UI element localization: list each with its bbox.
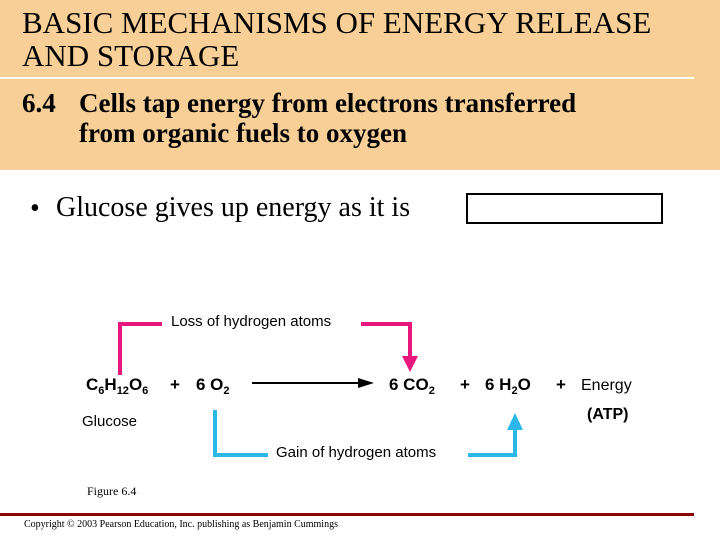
plus-sign: + — [170, 375, 180, 394]
figure-caption: Figure 6.4 — [87, 484, 137, 498]
bullet-text: Glucose gives up energy as it is — [56, 192, 411, 223]
carbon-dioxide-formula: 6 $CO_2$ — [389, 375, 435, 397]
loss-label: Loss of hydrogen atoms — [171, 313, 332, 330]
glucose-label: Glucose — [82, 413, 138, 430]
loss-arrow-line-right — [361, 324, 410, 358]
atp-label: (ATP) — [587, 406, 629, 423]
section-number: 6.4 — [22, 88, 56, 118]
reaction-arrow-head — [358, 378, 374, 388]
bullet-glyph: • — [30, 193, 40, 224]
oxygen-formula: 6 $O_2$ — [196, 375, 230, 397]
energy-label: Energy — [581, 377, 632, 394]
gain-arrow-line-right — [468, 428, 515, 455]
plus-sign: + — [460, 375, 470, 394]
loss-arrow-head — [402, 356, 418, 372]
footer-divider — [0, 513, 694, 516]
water-formula: 6 $H_2O$ — [485, 375, 531, 397]
page-title: BASIC MECHANISMS OF ENERGY RELEASE AND STORAGE — [22, 5, 652, 73]
section-text: Cells tap energy from electrons transferred from organic fuels to oxygen — [79, 88, 577, 148]
loss-arrow-line — [120, 324, 162, 375]
glucose-formula: $C_6H_{12}O_6$ — [86, 375, 149, 397]
copyright-text: Copyright © 2003 Pearson Education, Inc. publishing as Benjamin Cummings — [24, 519, 338, 530]
gain-label: Gain of hydrogen atoms — [276, 444, 437, 461]
gain-arrow-line — [215, 410, 268, 455]
plus-sign: + — [556, 375, 566, 394]
gain-arrow-head — [507, 413, 523, 430]
